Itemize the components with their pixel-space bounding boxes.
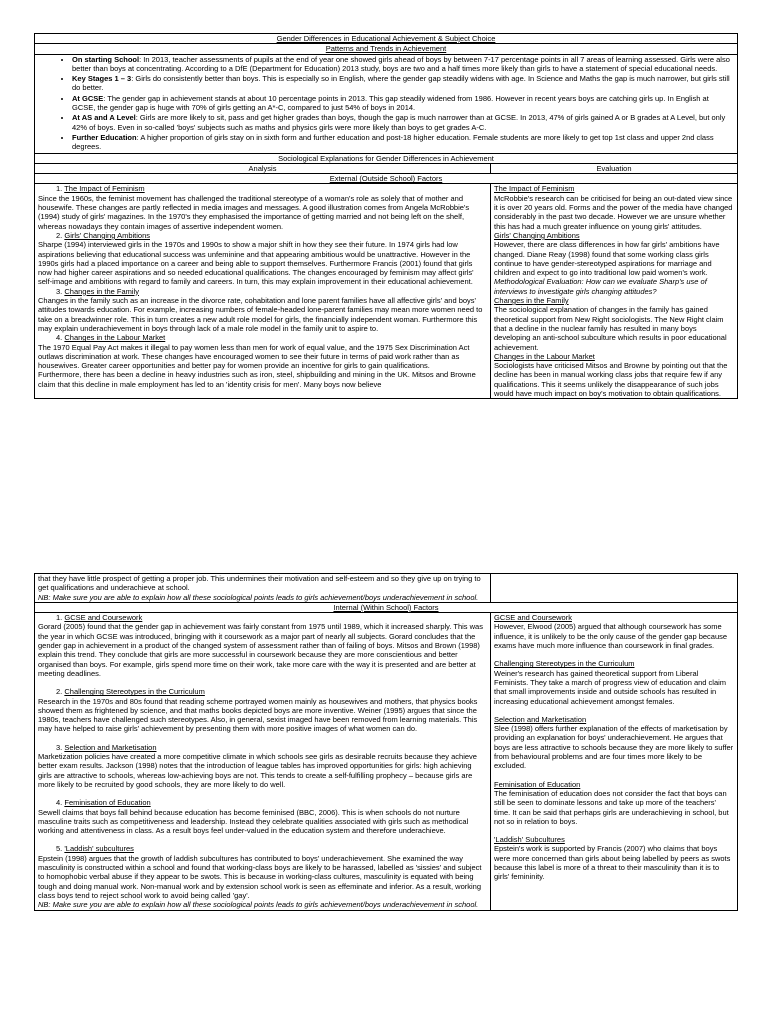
section-heading: 1. The Impact of Feminism: [56, 184, 145, 194]
page-2-table: [34, 573, 738, 911]
paragraph: However, there are class differences in how far girls' ambitions have changed. Diane Reay (1998) found that some working class girls continue to have gender-stereotyped aspirations for marriage and children and expect to go into traditional low paid women's work.: [494, 240, 720, 278]
internal-factors-heading: Internal (Within School) Factors: [35, 602, 738, 612]
methodological-evaluation-note: Methodological Evaluation: How can we evaluate Sharp's use of interviews to investigate girls changing attitudes?: [494, 277, 707, 296]
section-heading: 5. 'Laddish' subcultures: [56, 844, 134, 854]
paragraph: The sociological explanation of changes in the family has gained theoretical support from New Right sociologists. The New Right claim that a decline in the nuclear family has resulted in many boys developing an anti-school subculture which results in poor educational achievement.: [494, 305, 727, 352]
evaluation-heading: Selection and Marketisation: [494, 714, 587, 724]
document-title: Gender Differences in Educational Achievement & Subject Choice: [35, 34, 738, 44]
paragraph: Furthermore, there has been a decline in heavy industries such as iron, steel, shipbuilding and mining in the UK. Mitsos and Browne claim that this decline in male employment has led to an 'identity crisis for men'. Many boys now believe: [38, 370, 476, 389]
evaluation-cell: [491, 184, 738, 399]
analysis-cell: [35, 613, 491, 910]
continuation-cell: [35, 574, 491, 603]
analysis-column-header: Analysis: [35, 163, 491, 173]
paragraph: The 1970 Equal Pay Act makes it illegal to pay women less than men for work of equal value, and the 1975 Sex Discrimination Act outlaws discrimination at work. These changes have encouraged women to see their future in terms of paid work rather than as housewives. Greater career opportunities and better pay for women provide an incentive for girls to gain qualifications.: [38, 342, 470, 371]
page-1-table: [34, 33, 738, 399]
paragraph: Slee (1998) offers further explanation of the effects of marketisation by providing an explanation for boys' underachievement. He argues that boys are less attractive to schools because they are more likely to suffer from behavioural problems and are four times more likely to be excluded.: [494, 724, 734, 771]
patterns-list-cell: [35, 54, 738, 153]
list-item: • At GCSE: The gender gap in achievement stands at about 10 percentage points in 2013. This gap steadily widened from 1986. However in recent years boys are catching girls up. In English at GCSE, the gender gap is huge with 70% of girls getting an A*-C, compared to just 54% of boys in 2014.: [72, 94, 734, 113]
evaluation-heading: Changes in the Family: [494, 296, 569, 306]
list-item: • Key Stages 1 – 3: Girls do consistently better than boys. This is especially so in English, where the gender gap steadily widens with age. In Science and Maths the gap is much narrower, but girls still do better.: [72, 74, 734, 93]
evaluation-heading: Girls' Changing Ambitions: [494, 230, 580, 240]
evaluation-heading: 'Laddish' Subcultures: [494, 835, 565, 845]
analysis-cell: [35, 184, 491, 399]
paragraph: Epstein (1998) argues that the growth of laddish subcultures has contributed to boys' underachievement. She examined the way masculinity is constructed within a school and found that working-class boys are likely to be harassed, labelled as 'sissies' and subject to homophobic verbal abuse if they appear to be swots. This is because in working-class cultures, masculinity is equated with being tough and doing manual work. Non-manual work and by extension school work is seen as effeminate and inferior. As a result, working class boys tend to reject school work to avoid being called 'gay'.: [38, 853, 482, 900]
paragraph: Marketization policies have created a more competitive climate in which schools see girls as desirable recruits because they achieve better exam results. Jackson (1998) notes that the introduction of league tables has improved opportunities for girls: high achieving girls are attractive to schools, whereas low-achieving boys are not. This tends to create a self-fulfilling prophecy – because girls are more likely to be recruited by good schools, they are more likely to do well.: [38, 752, 477, 789]
paragraph: McRobbie's research can be criticised for being an out-dated view since it is over 20 years old. Forms and the power of the media have changed considerably in the past two decade. However we are unsure whether this has had a much greater influence on young girls' attitudes.: [494, 193, 733, 231]
paragraph: Epstein's work is supported by Francis (2007) who claims that boys were more concerned than girls about being labelled by peers as swots because this label is more of a threat to their masculinity than it is to girls' femininity.: [494, 844, 731, 882]
paragraph: Research in the 1970s and 80s found that reading scheme portrayed women mainly as housewives and mothers, that physics books showed them as frightened by science, and that maths books depicted boys are more inventive. Weiner (1995) argues that since the 1980s, teachers have challenged such stereotypes. Also, in general, sexist imaged have been removed from learning materials. This may have helped to raise girls' achievement by presenting them with more positive images of what women can do.: [38, 696, 478, 734]
paragraph: Since the 1960s, the feminist movement has challenged the traditional stereotype of a woman's role as solely that of mother and housewife. These changes are partly reflected in media images and messages. A good illustration comes from Angela McRobbie's (1994) study of girls' magazines. In the 1970's they emphasised the importance of getting married and not being left on the shelf, whereas nowadays they contain images of assertive independent women.: [38, 193, 470, 231]
evaluation-heading: GCSE and Coursework: [494, 613, 572, 623]
paragraph: Changes in the family such as an increase in the divorce rate, cohabitation and lone parent families have all affective girls' and boys' attitudes towards education. For example, increasing numbers of female-headed lone-parent families may mean more women need to take on a breadwinner role. This in turn creates a new adult role model for girls, the financially independent woman. Furthermore this may explain underachievement in boys through lack of a male role model in the family unit to aspire to.: [38, 296, 483, 333]
patterns-heading: Patterns and Trends in Achievement: [35, 44, 738, 54]
evaluation-cell: [491, 613, 738, 910]
nb-note: NB: Make sure you are able to explain how all these sociological points leads to girls achievement/boys underachievement in school.: [38, 900, 479, 910]
nb-note: NB: Make sure you are able to explain how all these sociological points leads to girls achievement/boys underachievement in school.: [38, 592, 479, 602]
list-item: • On starting School: In 2013, teacher assessments of pupils at the end of year one showed girls ahead of boys by between 7-17 percentage points in all 7 areas of learning assessed. Girls were also better than boys at concentrating. According to a DfE (Department for Education) 2013 study, boys are two and a half times more likely than girls to have a statement of special educational needs.: [72, 55, 734, 74]
evaluation-heading: The Impact of Feminism: [494, 184, 575, 194]
paragraph: Sewell claims that boys fall behind because education has become feminised (BBC, 2006). This is when schools do not nurture masculine traits such as competitiveness and leadership. Instead they celebrate qualities associated with girls such as methodical working and attentiveness in class. As a result boys feel under-valued in the education system and therefore underachieve.: [38, 807, 469, 836]
section-heading: 2. Challenging Stereotypes in the Curriculum: [56, 687, 205, 697]
list-item: • At AS and A Level: Girls are more likely to sit, pass and get higher grades than boys, though the gap is much narrower than at GCSE. In 2013, 47% of girls gained A or B grades at A Level, but only 42% of boys. Even in so-called 'boys' subjects such as maths and physics girls were more likely than boys to get grades A-C.: [72, 113, 734, 132]
explanations-heading: Sociological Explanations for Gender Differences in Achievement: [35, 153, 738, 163]
patterns-list: [38, 55, 734, 152]
section-heading: 3. Changes in the Family: [56, 286, 139, 296]
evaluation-heading: Challenging Stereotypes in the Curriculum: [494, 659, 635, 669]
evaluation-column-header: Evaluation: [491, 163, 738, 173]
section-heading: 2. Girls' Changing Ambitions: [56, 230, 150, 240]
paragraph: Gorard (2005) found that the gender gap in achievement was fairly constant from 1975 until 1989, which it increased sharply. This was the year in which GCSE was introduced, bringing with it coursework as a major part of nearly all subjects. Gorard concludes that the gender gap in achievement in a product of the changed system of assessment rather than of failing of boys. Mitsos and Brown (1998) explain this trend. They conclude that girls are more successful in coursework because they are more conscientious and better organised than boys. For example, girls spend more time on their work, take more care with the way it is presented and are better at meeting deadlines.: [38, 622, 483, 678]
paragraph: However, Elwood (2005) argued that although coursework has some influence, it is unlikely to be the only cause of the gender gap because exams have much more influence than coursework in final grades.: [494, 622, 728, 651]
paragraph: Weiner's research has gained theoretical support from Liberal Feminists. They take a march of progress view of education and claim that small improvements inside and outside schools has resulted in increasing educational achievement amongst females.: [494, 668, 727, 706]
paragraph: Sharpe (1994) interviewed girls in the 1970s and 1990s to show a major shift in how they see their future. In 1974 girls had low aspirations believing that educational success was unfeminine and that appearing ambitious would be unattractive. However in the 1990s girls had a placed importance on a career and being able to support themselves. Furthermore Francis (2001) found that girls now had higher career aspirations and so needed educational qualifications. The changes encouraged by feminism may affect girls' self-image and ambitions with regard to family and careers. In turn, this may explain improvement in their educational achievement.: [38, 240, 474, 287]
section-heading: 1. GCSE and Coursework: [56, 613, 143, 623]
paragraph: The feminisation of education does not consider the fact that boys can still be seen to dominate lessons and take up more of the teachers' time. It can be said that perhaps girls are underachieving in school, but not so in relation to boys.: [494, 788, 729, 826]
list-item: • Further Education: A higher proportion of girls stay on in sixth form and further education and post-18 higher education. Female students are more likely to get top 1st class and upper 2nd class degrees.: [72, 133, 734, 152]
paragraph: that they have little prospect of getting a proper job. This undermines their motivation and self-esteem and so they give up on trying to get qualifications and underachieve at school.: [38, 574, 481, 593]
external-factors-heading: External (Outside School) Factors: [35, 174, 738, 184]
empty-evaluation-cell: [491, 574, 738, 603]
evaluation-heading: Changes in the Labour Market: [494, 351, 595, 361]
evaluation-heading: Feminisation of Education: [494, 779, 581, 789]
section-heading: 4. Feminisation of Education: [56, 798, 151, 808]
section-heading: 4. Changes in the Labour Market: [56, 333, 166, 343]
paragraph: Sociologists have criticised Mitsos and Browne by pointing out that the decline has been in manual working class jobs that require few if any qualifications. This it seems unlikely the disappearance of such jobs would have much impact on boy's motivation to obtain qualifications.: [494, 361, 728, 398]
section-heading: 3. Selection and Marketisation: [56, 742, 157, 752]
